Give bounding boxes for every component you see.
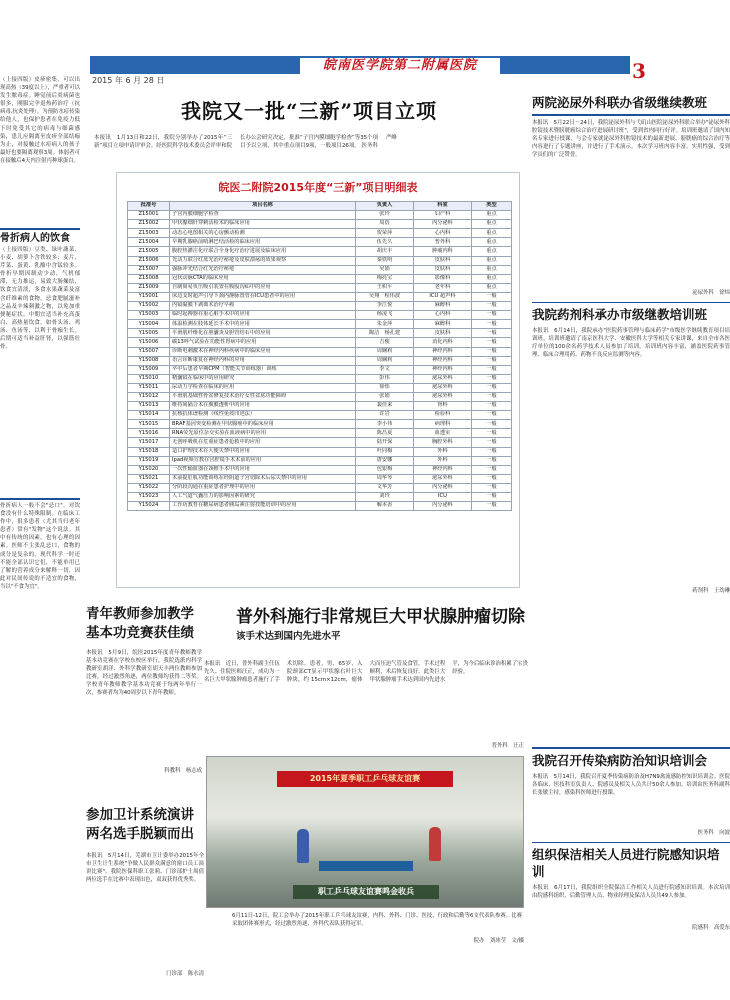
table-cell: 一次性输血器在颈椎手术中的应用 [170,465,356,474]
table-row [128,247,512,256]
right-divider [532,114,730,116]
masthead-title: 皖南医学院第二附属医院 [300,58,500,74]
table-cell: 重点 [472,274,512,283]
table-cell: 一般 [472,302,512,311]
table-cell: 皮肤科 [414,265,472,274]
young-teacher-byline: 科教科 杨志成 [164,768,202,774]
table-cell: 胡庆丰 [356,247,414,256]
surgery-subtitle: 该手术达到国内先进水平 [236,631,341,642]
table-cell: 影像科 [414,274,472,283]
infectious-byline: 医务科 向波 [697,829,730,836]
right-divider-2 [532,302,730,304]
table-cell: Z15008 [128,274,170,283]
photo-banner: 2015年夏季职工乒乓球友谊赛 [277,771,453,787]
table-cell: 李小伟 [356,420,414,429]
table-cell: 皮肤科 [414,256,472,265]
table-cell: 一般 [472,365,512,374]
table-cell: 血透室 [414,429,472,438]
table-cell: 胸腔外科 [414,438,472,447]
table-cell: 一般 [472,483,512,492]
speech-contest-article [86,806,204,1000]
table-row [128,365,512,374]
surgery-byline: 普外科 汪正 [491,743,524,749]
table-cell: 朱金萍 [356,320,414,329]
table-cell: Y15006 [128,338,170,347]
table-header-cell: 类型 [472,202,512,211]
speech-contest-byline: 门诊部 陈水清 [166,971,204,977]
table-cell: 刘玲 [356,493,414,502]
table-cell: 彭伟 [356,374,414,383]
left-column [0,76,80,1000]
urology-text: 本报讯 5月22日－24日，我院泌尿外科与弋矶山医院泌尿外科联合举办"泌尿外科腔镜技术暨膀胱癌综合治疗进展研讨班"，受到省内同行好评。培训班邀请了国内知名专家进行授课，与会专家就泌尿外科腔镜技术的最新进展、膀胱癌的综合治疗等内容进行了专题讲座，并进行了手术演示。本次学习班内容丰富，实用性强，受到学员们的广泛赞誉。 [532,119,730,158]
table-cell: Y15024 [128,502,170,511]
table-cell: 泌尿外科 [414,392,472,401]
table-cell: 分阶段沟通在重症患者护理中的应用 [170,483,356,492]
table-row [128,256,512,265]
table-cell: 内分泌科 [414,502,472,511]
table-row [128,374,512,383]
table-cell: 李文 [356,365,414,374]
table-cell: 叶同梅 [356,447,414,456]
photo-byline: 院办 刘冰莹 文/摄 [473,938,524,944]
table-header-row [128,202,512,211]
lead-headline: 我院又一批“三新”项目立项 [180,99,437,123]
right-column [532,76,730,1000]
table-cell: 吉俊 [356,338,414,347]
table-header-cell: 项目名称 [170,202,356,211]
table-cell: 泌尿外科 [414,383,472,392]
table-cell: Z15001 [128,211,170,220]
table-cell: 李江悦 [356,302,414,311]
pharmacy-byline: 药剂科 王幼琳 [692,588,730,594]
table-cell: 消化内科 [414,338,472,347]
table-row [128,438,512,447]
table-cell: 肿瘤内科 [414,247,472,256]
ping-pong-photo [206,756,524,908]
table-cell: 碳13呼气试验在功能性胃病中的应用 [170,338,356,347]
table-cell: 尿动力学检查在临床的应用 [170,383,356,392]
table-cell: Z15002 [128,220,170,229]
table-cell: 体温检测在肢体延长手术中的应用 [170,320,356,329]
table-cell: 肾科 [414,402,472,411]
table-row [128,283,512,292]
table-cell: Y15010 [128,374,170,383]
young-teacher-text: 本报讯 5月9日，皖医2015年度青年教师教学基本功竞赛在学校东校区举行。我院选派内科学教研室胡洋、外科学教研室胡天丰两位教师参加比赛，经过激烈角逐，两位教师均获得二等奖。学校青年教师教学基本功竞赛于每两年举行一次，参赛者均为40周岁以下青年教师。 [86,650,202,697]
table-cell: 麻醉科 [414,302,472,311]
table-row [128,320,512,329]
table-cell: ICU 超声科 [414,292,472,301]
table-cell: 重点 [472,256,512,265]
table-cell: 裴佳来 [356,402,414,411]
table-row [128,292,512,301]
table-cell: 张玲 [356,211,414,220]
table-cell: 动态心电图相关的心房颤动检测 [170,229,356,238]
table-cell: 冠状动脉CTA的临床应用 [170,274,356,283]
table-cell: 一般 [472,493,512,502]
table-cell: 神经内科 [414,365,472,374]
photo-text: 6月11日-12日，院工会举办了2015年职工乒乓球友谊赛，内科、外科、门诊、医技、行政和后勤等6支代表队参赛。比赛采取团体赛形式，经过激烈角逐，外科代表队获得冠军。 [232,913,522,928]
table-cell: Z15003 [128,229,170,238]
left-head-fracture: 骨折病人的饮食 [0,233,70,244]
table-cell: 吴翔 程伟波 [356,292,414,301]
table-cell: Z15006 [128,256,170,265]
table-cell: 一般 [472,320,512,329]
table-cell: Y15002 [128,302,170,311]
infectious-text: 本报讯 5月14日，我院召开夏季传染病防治及H7N9禽流感防控知识培训会。医院各临床、医技科室负责人、院感员及相关人员共计50余人参加。培训由医务科副科长张敏主持，感染科医师进行授课。 [532,773,730,796]
table-cell: 自制简易负压吸引装置在腹股沟疝中的应用 [170,283,356,292]
right-divider-3 [532,747,730,749]
table-cell: 光动力联合红蓝光治疗痤疮及皮肤溃疡的效果观察 [170,256,356,265]
table-cell: Z15004 [128,238,170,247]
table-cell: 一般 [472,411,512,420]
table-cell: 皮肤科 [414,329,472,338]
left-top-text: （上接四版）皮疹密集，可以出现高热（39度以上），严重者可以发生脓毒症。睡觉前后炎病菌也很多，刚服完孕退热药治疗（抗病毒,抗炎处理）。为预防水痘传染给他人，也保护患者在免疫力低下时免受其它的病毒与细菌感染，患儿应隔离至皮疹全部结痂为止，对接触过水痘病人的孩子最好也要隔离观察3周。体弱者可在接触后4天内注射丙种球蛋白。 [0,77,80,164]
table-row [128,429,512,438]
table-cell: 外科 [414,447,472,456]
player-figure [429,827,441,861]
table-cell: 心内科 [414,229,472,238]
surgery-headline: 普外科施行非常规巨大甲状腺肿瘤切除 [236,607,525,627]
table-cell: 一般 [472,429,512,438]
table-cell: Y15017 [128,438,170,447]
table-cell: 一般 [472,374,512,383]
table-cell: 一般 [472,356,512,365]
table-cell: Y15021 [128,474,170,483]
table-cell: 神经内科 [414,347,472,356]
table-cell: 强脉冲光结合红光治疗痤疮 [170,265,356,274]
table-cell: 重点 [472,220,512,229]
table-cell: 老年科 [414,283,472,292]
table-cell: 妇产科 [414,211,472,220]
table-cell: 文华芳 [356,483,414,492]
table-header-cell: 科室 [414,202,472,211]
table-cell: 张娟 [356,392,414,401]
table-cell: 早期乳腺癌前哨淋巴结活检的临床应用 [170,238,356,247]
table-cell: 外科 [414,456,472,465]
table-cell: 周蓓 [356,220,414,229]
table-cell: 甲状腺细针穿刺活检术的临床应用 [170,220,356,229]
table-cell: 工作坊教育在糖尿病患者胰岛素注射技能培训中的应用 [170,502,356,511]
surgery-body: 本报讯 近日，普外科副主任伍先久、住院医师汪正，成功为一名巨大甲状腺肿瘤患者施行了手术切除。患者，男，65岁，入院颈部CT显示甲状腺右叶巨大肿块，约 15cm×12cm，瘤体大而压迫气管及食管。手术过程顺利，术后恢复良好。此类巨大甲状腺肿瘤手术达到国内先进水平，为今后临床诊治积累了宝贵经验。 [204,661,528,684]
table-cell: 周娴莉 [356,347,414,356]
table-row [128,456,512,465]
table-row [128,211,512,220]
table-row [128,229,512,238]
table-cell: 一般 [472,292,512,301]
urology-byline: 泌尿外科 徐炜 [692,289,730,296]
table-cell: Y15004 [128,320,170,329]
table-cell: 周娴莉 [356,356,414,365]
table-cell: 一般 [472,402,512,411]
table-cell: Y15015 [128,420,170,429]
table-cell: 周华琴 [356,474,414,483]
cleaning-text: 本报讯 6月17日，我院组织全院保洁工作相关人员进行院感知识培训。本次培训由院感科组织，后勤管理人员、物业经理及保洁人员共49人参加。 [532,885,730,900]
table-cell: 卒中后患者早期CPM（智能关节训练器）训练 [170,365,356,374]
table-row [128,302,512,311]
table-cell: Ipad视频宣教在宫腔镜手术术前的应用 [170,456,356,465]
table-row [128,347,512,356]
table-row [128,483,512,492]
table-cell: 梅亮宝 [356,274,414,283]
table-row [128,465,512,474]
table-cell: Y15014 [128,411,170,420]
table-title: 皖医二附院2015年度“三新”项目明细表 [218,181,418,194]
table-cell: Y15007 [128,347,170,356]
table-row [128,493,512,502]
table-cell: Z15007 [128,265,170,274]
table-cell: 一般 [472,338,512,347]
table-cell: Y15012 [128,392,170,401]
table-cell: 一般 [472,347,512,356]
left-divider-2 [0,498,80,500]
table-cell: 徐炜 [356,383,414,392]
table-cell: 一般 [472,311,512,320]
table-cell: 内分泌科 [414,483,472,492]
table-cell: 秦铁明 [356,256,414,265]
table-cell: 陶洁 杨孔建 [356,329,414,338]
table-row [128,329,512,338]
table-cell: 重点 [472,265,512,274]
table-cell: Y15008 [128,356,170,365]
table-cell: 平滑肌纤维化在胆囊炎及胆管结石中的应用 [170,329,356,338]
table-cell: 精囊镜在临床中的应用研究 [170,374,356,383]
pharmacy-title: 我院药剂科承办市级继教培训班 [532,307,708,322]
table-cell: BRAF基因突变检测在甲状腺癌中的临床应用 [170,420,356,429]
table-cell: Y15011 [128,383,170,392]
project-table-box [116,172,520,588]
player-figure [297,829,309,863]
table-cell: 许岩 [356,411,414,420]
table-cell: 一般 [472,502,512,511]
ping-pong-table [319,861,413,871]
table-cell: 语言诊断康复在神经内科的应用 [170,356,356,365]
table-header-cell: 负责人 [356,202,414,211]
table-cell: 维持间隔合术在腹膜透析中的应用 [170,402,356,411]
table-cell: 术前提肛肌功能训练在经阴道子宫切除术后尿失禁中的应用 [170,474,356,483]
left-fracture-text: （上接四版）豆类、绿叶蔬菜、小麦、胡萝卜含铁较多；麦片、芹菜、蛋黄、乳酪中含锰较多。骨折早期因制动少动，气机郁滞，无力推运，易致大肠燥结，饮食宜清淡，多食水果蔬菜及富含纤维素的食物，忌食肥腻滋补之品及辛辣刺激之物，以免加重便秘症状。中期宜适当补充高蛋白、高热量饮食，如骨头汤、鸡汤、鱼汤等，以利于骨痂生长。后期可适当补益肝肾，以强筋壮骨。 [0,247,80,351]
table-cell: 造口护理技术在大便失禁中的应用 [170,447,356,456]
table-row [128,402,512,411]
pharmacy-text: 本报讯 6月14日，我院承办"医院药事管理与临床药学"市级医学继续教育项目培训班。培训班邀请了南京医科大学、安徽医科大学等相关专家讲课，来自全市各医疗单位的100余名药学技术人员参加了培训。培训班内容丰富，涵盖医院药事管理、临床合理用药、药物不良反应监测等内容。 [532,328,730,359]
photo-caption: 职工乒乓球友谊赛鸣金收兵 [293,885,439,899]
table-cell: 临时起搏器在重心脏手术中的应用 [170,311,356,320]
table-row [128,356,512,365]
page-number: 3 [632,59,646,83]
table-row [128,220,512,229]
table-cell: 子宫内膜细胞学检查 [170,211,356,220]
table-row [128,311,512,320]
table-cell: 重点 [472,283,512,292]
lead-body: 本报讯 1月13日和22日，我院分别举办了2015年“三新”项目立项申请评审会。经医院科学技术委员会评审和院长办公会研究决定，批准“子宫内膜细胞学检查”等35个项目予以立项，其中重点项目9项，一般项目26项。 医务科 严峰 [94,135,397,150]
table-cell: Y15001 [128,292,170,301]
table-row [128,447,512,456]
left-divider [0,228,80,230]
table-cell: 一般 [472,474,512,483]
table-cell: 检验科 [414,411,472,420]
project-table [127,201,512,511]
speech-contest-title: 参加卫计系统演讲两名选手脱颖而出 [86,807,194,842]
table-cell: Y15013 [128,402,170,411]
table-cell: 平滑肌基础性骨盆修复技术治疗女性盆底功能障碍 [170,392,356,401]
table-cell: 杨凌飞 [356,311,414,320]
table-cell: 吴娟 [356,265,414,274]
table-cell: Y15018 [128,447,170,456]
urology-title: 两院泌尿外科联办省级继续教班 [532,95,708,110]
table-row [128,411,512,420]
table-cell: 抗核抗体谱检测（线性免疫印迹法） [170,411,356,420]
table-cell: Y15022 [128,483,170,492]
table-body [128,211,512,511]
young-teacher-title: 青年教师参加教学基本功竞赛获佳绩 [86,606,194,641]
table-cell: 重点 [472,211,512,220]
table-row [128,274,512,283]
table-row [128,502,512,511]
left-bottom-text: 骨折病人一般不会"忌口"，对饮食没有什么特殊限制。在临床工作中，很多患者（尤其当归老年患者）常有"发物"这个说法。其中有传统的因素，也有心理的因素。医师不主张乱忌口，食物的成分是复杂的，现代科学一时还不能全部认识它们，不能单用已了解的营养成分来解释一切，因此对民间传说的不适宜的食物，当以"不食为宜"。 [0,503,80,590]
table-cell: Y15009 [128,365,170,374]
table-row [128,265,512,274]
table-cell: RNA荧光原位杂交实验在血液病中的应用 [170,429,356,438]
table-cell: 心内科 [414,311,472,320]
table-cell: 王积平 [356,283,414,292]
table-cell: 贺荣萍 [356,229,414,238]
table-cell: 泌尿外科 [414,474,472,483]
table-cell: 内镜黏膜下剥离术治疗早癌 [170,302,356,311]
table-cell: 一般 [472,465,512,474]
table-row [128,238,512,247]
table-cell: 神经内科 [414,356,472,365]
table-cell: 一般 [472,456,512,465]
table-cell: 一般 [472,447,512,456]
table-cell: Y15005 [128,329,170,338]
table-cell: 泌尿外科 [414,374,472,383]
issue-date: 2015 年 6 月 28 日 [92,76,165,85]
table-cell: 陈昌夏 [356,429,414,438]
table-row [128,474,512,483]
table-cell: 神经内科 [414,465,472,474]
table-cell: 麻醉科 [414,320,472,329]
table-cell: 陆开保 [356,438,414,447]
table-cell: 床边支时超声引导下颈内静脉置管在ICU患者中的应用 [170,292,356,301]
infectious-title: 我院召开传染病防治知识培训会 [532,752,708,768]
table-cell: Y15016 [128,429,170,438]
table-cell: 无创呼吸机在危重症患者抢救中的应用 [170,438,356,447]
table-cell: Y15020 [128,465,170,474]
speech-contest-text: 本报讯 5月14日，芜湖市卫计委举办2015年全市卫生计生系统"争做人民群众满意的窗口员工演讲比赛"。我院医保科职工张莉、门诊部护士周倩两位选手在比赛中表现出色，双双获得优秀奖。 [86,853,204,884]
table-row [128,392,512,401]
table-cell: 一般 [472,420,512,429]
table-row [128,420,512,429]
table-cell: 一般 [472,383,512,392]
table-cell: 内分泌科 [414,220,472,229]
table-cell: Z15005 [128,247,170,256]
table-cell: 一般 [472,329,512,338]
table-cell: 病理科 [414,420,472,429]
table-cell: 腹腔热灌注化疗联合全身化疗治疗进展及临床应用 [170,247,356,256]
table-cell: 重点 [472,247,512,256]
table-cell: 包银梅 [356,465,414,474]
table-cell: Z15009 [128,283,170,292]
young-teacher-article [86,605,202,805]
table-cell: 伍先久 [356,238,414,247]
table-row [128,338,512,347]
table-header-cell: 批准号 [128,202,170,211]
cleaning-title: 组织保洁相关人员进行院感知识培训 [532,847,720,879]
table-cell: 重点 [472,238,512,247]
table-cell: Y15003 [128,311,170,320]
table-cell: 诊断电刺激术在神经内科疾病中的临床应用 [170,347,356,356]
table-cell: 一般 [472,438,512,447]
right-divider-4 [532,842,730,844]
table-cell: 重点 [472,229,512,238]
table-row [128,383,512,392]
table-cell: ICU [414,493,472,502]
table-cell: 唐安娜 [356,456,414,465]
table-cell: Y15023 [128,493,170,502]
table-cell: 解本香 [356,502,414,511]
table-cell: Y15019 [128,456,170,465]
cleaning-byline: 院感科 高爱东 [692,925,730,931]
table-cell: 一般 [472,392,512,401]
table-cell: 普外科 [414,238,472,247]
table-cell: 人工气道气囊压力的影响因素的研究 [170,493,356,502]
